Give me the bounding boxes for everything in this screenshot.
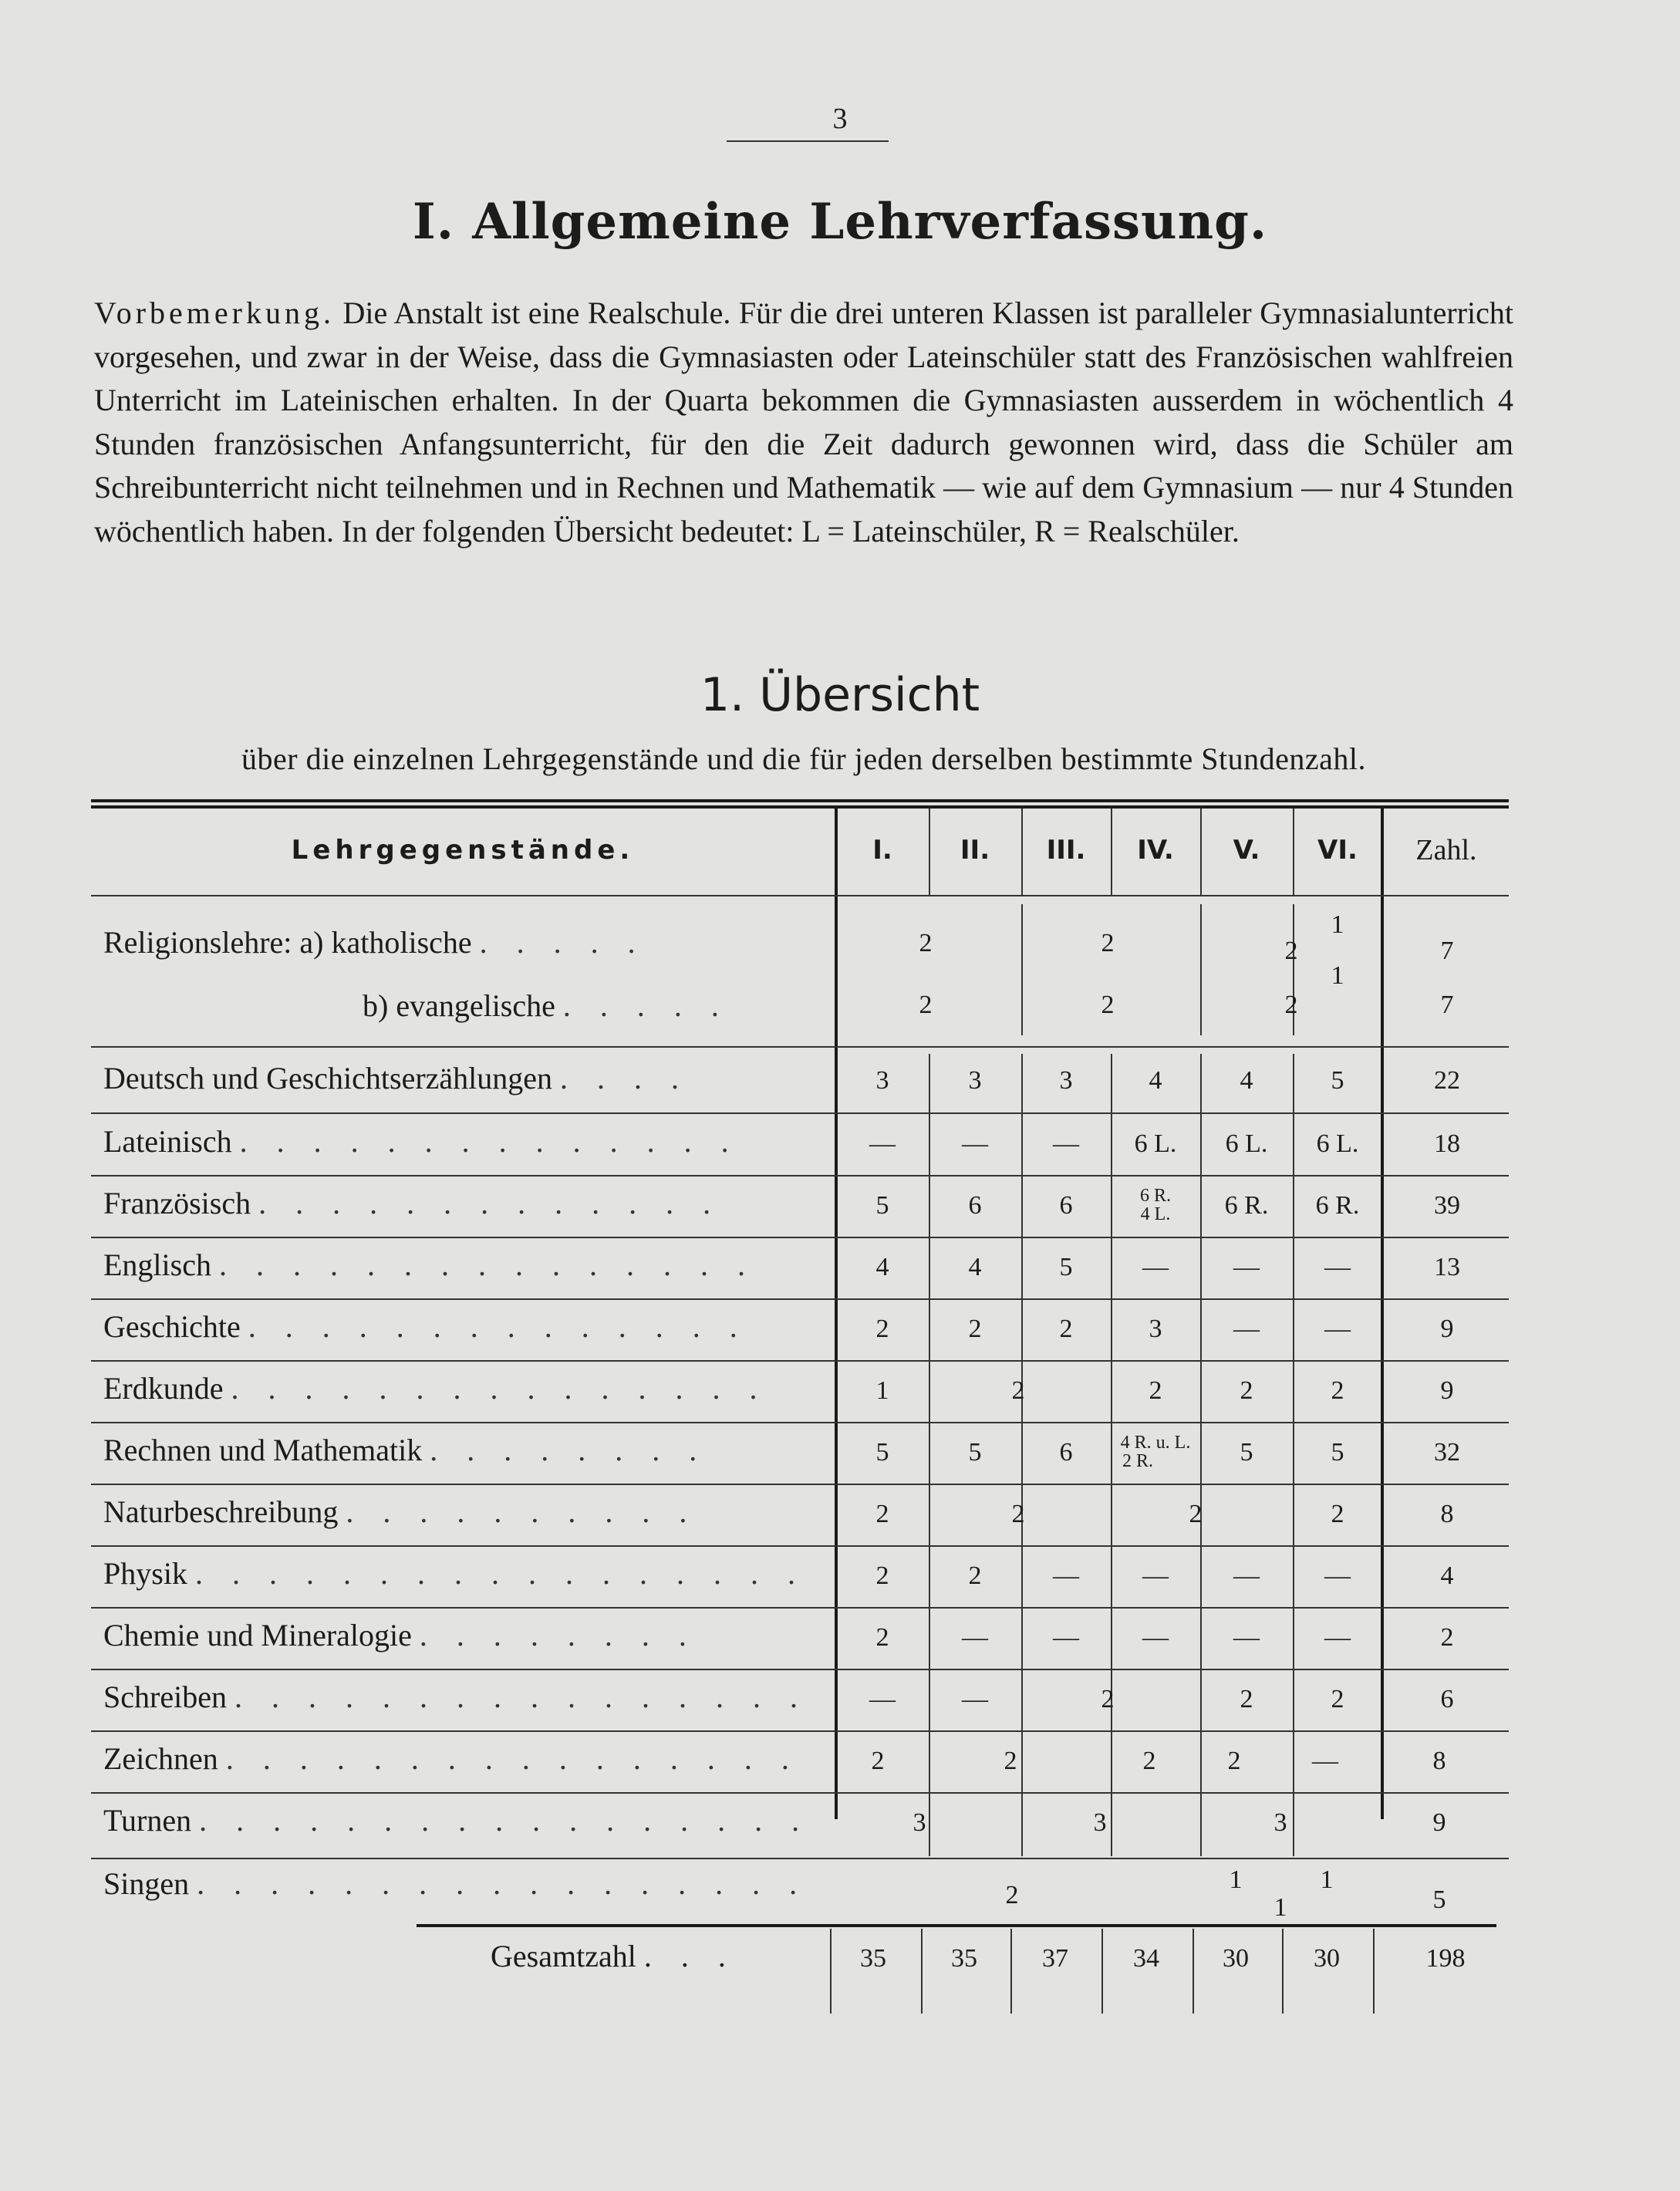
table-cell: 2 [1011,1376,1025,1405]
total-divider [1101,1929,1103,2014]
row-rule [91,1422,1509,1423]
total-divider [1373,1929,1375,2014]
table-cell: — [962,1685,988,1713]
table-cell-zahl: 8 [1432,1747,1446,1775]
table-cell: — [1233,1253,1260,1281]
table-cell: — [1324,1561,1351,1590]
table-cell: — [1142,1561,1169,1590]
total-divider [1282,1929,1284,2014]
table-cell: 2 [875,1623,889,1652]
header-col-divider [1293,809,1294,895]
total-label: Gesamtzahl . . . [491,1939,737,1973]
section-title: 1. Übersicht [700,668,980,722]
body-divider [835,896,838,1819]
table-cell: — [869,1685,896,1713]
table-cell-zahl: 9 [1440,1376,1454,1405]
table-cell: 4 R. u. L. [1120,1433,1191,1453]
table-cell: 2 [1284,991,1298,1019]
header-col-4: IV. [1137,835,1174,866]
row-rule [91,1298,1509,1300]
table-cell: 3 [1149,1315,1162,1343]
table-cell: 5 [1059,1253,1073,1281]
table-row-subject: Deutsch und Geschichtserzählungen . . . . [103,1061,690,1096]
header-subject: Lehrgegenstände. [291,835,635,866]
table-cell: 2 [1142,1747,1156,1775]
table-cell: 2 [1284,937,1298,965]
table-cell: 5 [968,1438,982,1467]
table-cell: 1 [1331,961,1344,990]
table-cell: 3 [1059,1066,1073,1095]
table-cell: 2 [1005,1881,1019,1909]
cell-divider [929,1054,930,1856]
table-cell: 2 [875,1315,889,1343]
table-cell: — [962,1129,988,1158]
table-cell-zahl: 7 [1440,937,1454,965]
table-cell: — [1142,1253,1169,1281]
table-cell: 6 L. [1225,1129,1268,1158]
table-cell: 5 [1240,1438,1253,1467]
header-col-5: V. [1233,835,1260,866]
total-divider [1193,1929,1194,2014]
header-col-divider [1021,809,1023,895]
header-col-2: II. [960,835,990,866]
table-row-subject: Physik . . . . . . . . . . . . . . . . . [103,1556,806,1591]
table-cell: 3 [1273,1808,1287,1837]
table-cell: 2 [919,929,933,957]
table-cell: — [1142,1623,1169,1652]
table-cell: 5 [875,1191,889,1220]
table-row-subject: b) evangelische . . . . . [363,988,730,1023]
header-col-divider [1111,809,1112,895]
table-cell: 5 [875,1438,889,1467]
intro-label: Vorbemerkung. [94,295,335,330]
table-cell-zahl: 22 [1434,1066,1460,1095]
table-cell: — [1324,1253,1351,1281]
table-cell: 2 [1149,1376,1162,1405]
table-cell-zahl: 8 [1440,1500,1454,1528]
page-title: I. Allgemeine Lehrverfassung. [412,193,1268,251]
table-cell: — [1312,1747,1338,1775]
table-cell-zahl: 7 [1440,991,1454,1019]
table-row-subject: Schreiben . . . . . . . . . . . . . . . . [103,1680,808,1714]
table-cell: 2 [1331,1500,1344,1528]
row-rule [91,1607,1509,1609]
row-rule [91,1237,1509,1238]
header-col-divider [929,809,930,895]
table-cell: 2 [1227,1747,1241,1775]
table-cell-zahl: 6 [1440,1685,1454,1713]
total-rule [417,1924,1496,1927]
header-col-1: I. [872,835,892,866]
cell-divider [1200,1054,1202,1856]
table-row-subject: Turnen . . . . . . . . . . . . . . . . . [103,1803,811,1838]
table-cell: 1 [875,1376,889,1405]
table-cell: 3 [1093,1808,1107,1837]
table-cell: 6 R. [1224,1191,1269,1220]
cell-divider [1200,904,1202,1035]
table-cell: 2 R. [1122,1451,1153,1471]
total-cell: 30 [1314,1944,1340,1973]
row-rule [91,1360,1509,1362]
cell-divider [1021,904,1023,1035]
table-cell: 4 L. [1140,1204,1171,1224]
total-divider [921,1929,923,2014]
table-cell: 2 [1331,1685,1344,1713]
row-rule [91,1858,1509,1859]
table-cell: 6 [968,1191,982,1220]
page-number: 3 [832,103,848,135]
table-top-rule [91,799,1509,802]
table-row-subject: Lateinisch . . . . . . . . . . . . . . [103,1124,740,1159]
table-cell: 2 [1101,929,1115,957]
row-rule [91,1112,1509,1114]
total-divider [1010,1929,1012,2014]
table-cell: 2 [1240,1685,1253,1713]
table-cell-zahl: 9 [1440,1315,1454,1343]
table-cell: — [1053,1129,1079,1158]
table-row-subject: Erdkunde . . . . . . . . . . . . . . . [103,1371,768,1406]
table-cell-zahl: 2 [1440,1623,1454,1652]
table-cell: 3 [968,1066,982,1095]
table-cell-zahl: 39 [1434,1191,1460,1220]
table-cell: 2 [968,1315,982,1343]
table-cell: 2 [919,991,933,1019]
table-cell: 3 [875,1066,889,1095]
table-row-subject: Chemie und Mineralogie . . . . . . . . [103,1618,697,1653]
cell-divider [1021,1054,1023,1856]
header-rule [91,895,1509,896]
table-cell-zahl: 32 [1434,1438,1460,1467]
table-cell: — [1324,1315,1351,1343]
total-cell: 30 [1223,1944,1249,1973]
table-cell: 4 [1240,1066,1253,1095]
table-row-subject: Französisch . . . . . . . . . . . . . [103,1186,722,1220]
row-rule [91,1669,1509,1670]
page-number-rule [727,140,889,142]
table-cell: — [1233,1623,1260,1652]
table-cell: 6 L. [1134,1129,1177,1158]
table-cell: 6 R. [1139,1186,1171,1206]
table-cell: 6 R. [1315,1191,1360,1220]
table-cell: 2 [871,1747,885,1775]
total-cell: 35 [860,1944,886,1973]
table-cell-zahl: 4 [1440,1561,1454,1590]
total-cell: 34 [1133,1944,1159,1973]
table-cell-zahl: 9 [1432,1808,1446,1837]
table-cell: 6 L. [1316,1129,1359,1158]
total-cell-zahl: 198 [1425,1944,1466,1973]
header-zahl: Zahl. [1415,834,1477,866]
section-subtitle: über die einzelnen Lehrgegenstände und die für jeden derselben bestimmte Stundenzahl. [241,741,1366,776]
table-cell: 4 [1149,1066,1162,1095]
table-cell: 1 [1331,910,1344,939]
table-cell: 3 [913,1808,926,1837]
table-cell: 2 [1011,1500,1025,1528]
table-cell: — [1324,1623,1351,1652]
table-cell: 2 [1101,991,1115,1019]
table-cell: 1 [1320,1865,1334,1894]
table-cell: 2 [1331,1376,1344,1405]
row-rule [91,1046,1509,1048]
header-divider [835,809,838,895]
table-cell: 2 [968,1561,982,1590]
total-cell: 35 [951,1944,977,1973]
row-rule [91,1730,1509,1732]
table-row-subject: Singen . . . . . . . . . . . . . . . . . [103,1866,808,1901]
table-cell: 2 [1240,1376,1253,1405]
total-cell: 37 [1042,1944,1068,1973]
table-cell-zahl: 18 [1434,1129,1460,1158]
intro-text: Die Anstalt ist eine Realschule. Für die drei unteren Klassen ist paralleler Gymnasialunterricht vorgesehen, und zwar in der Weise, dass die Gymnasiasten oder Lateinschüler statt des Französischen wahlfreien Unterricht im Lateinischen erhalten. In der Quarta bekommen die Gymnasiasten ausserdem in wöchentlich 4 Stunden französischen Anfangsunterricht, für den die Zeit dadurch gewonnen wird, dass die Schüler am Schreibunterricht nicht teilnehmen und in Rechnen und Mathematik — wie auf dem Gymnasium — nur 4 Stunden wöchentlich haben. In der folgenden Übersicht bedeutet: L = Lateinschüler, R = Realschüler. [94,295,1513,549]
table-cell: 2 [875,1561,889,1590]
row-rule [91,1175,1509,1177]
table-cell: — [962,1623,988,1652]
cell-divider [1293,1054,1294,1856]
table-cell: 6 [1059,1438,1073,1467]
row-rule [91,1484,1509,1485]
row-rule [91,1545,1509,1547]
body-zahl-divider [1381,896,1384,1819]
header-col-divider [1200,809,1202,895]
table-row-subject: Naturbeschreibung . . . . . . . . . . [103,1494,698,1529]
header-col-3: III. [1046,835,1086,866]
table-cell: 5 [1331,1066,1344,1095]
table-cell: 1 [1273,1893,1287,1922]
table-cell: — [1053,1561,1079,1590]
table-cell-zahl: 13 [1434,1253,1460,1281]
table-cell: — [869,1129,896,1158]
table-cell: 2 [1189,1500,1203,1528]
table-cell: — [1233,1561,1260,1590]
table-cell: 4 [875,1253,889,1281]
table-cell: 6 [1059,1191,1073,1220]
table-row-subject: Religionslehre: a) katholische . . . . . [103,925,646,960]
table-cell: — [1053,1623,1079,1652]
table-cell-zahl: 5 [1432,1885,1446,1914]
table-row-subject: Zeichnen . . . . . . . . . . . . . . . . [103,1741,800,1776]
table-cell: 1 [1229,1865,1243,1894]
table-row-subject: Englisch . . . . . . . . . . . . . . . [103,1247,756,1282]
header-zahl-divider [1381,809,1384,895]
table-cell: 2 [1004,1747,1017,1775]
total-divider [830,1929,832,2014]
table-cell: — [1233,1315,1260,1343]
table-cell: 5 [1331,1438,1344,1467]
row-rule [91,1792,1509,1794]
header-col-6: VI. [1317,835,1358,866]
table-top-rule-2 [91,805,1509,809]
table-row-subject: Geschichte . . . . . . . . . . . . . . [103,1309,748,1344]
table-row-subject: Rechnen und Mathematik . . . . . . . . [103,1433,708,1467]
table-cell: 2 [1101,1685,1115,1713]
intro-paragraph [94,292,1513,553]
table-cell: 2 [875,1500,889,1528]
table-cell: 4 [968,1253,982,1281]
table-cell: 2 [1059,1315,1073,1343]
